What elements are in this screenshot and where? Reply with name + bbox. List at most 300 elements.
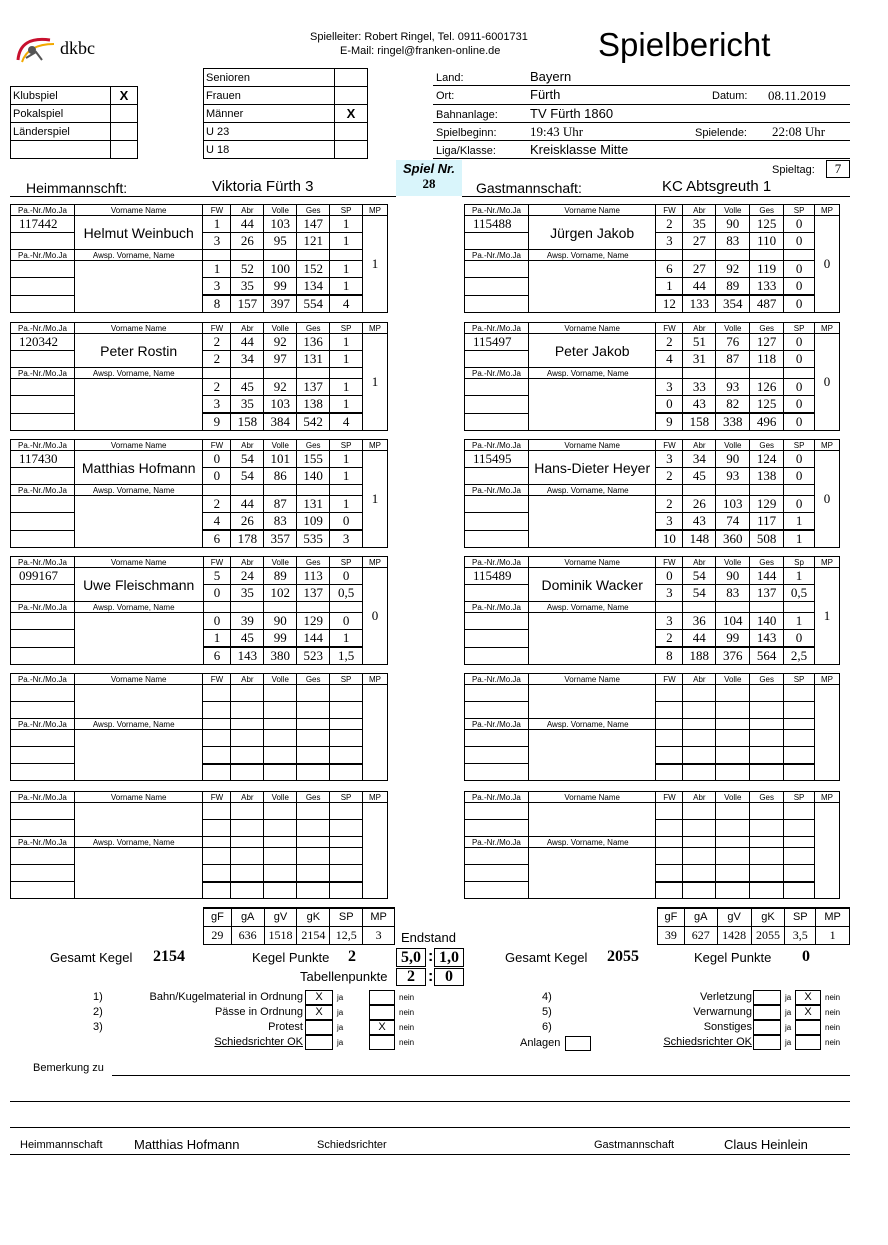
score-sp: 1 bbox=[784, 613, 815, 630]
score-fw bbox=[656, 882, 683, 899]
ersatz-name bbox=[74, 730, 203, 781]
mp-header: MP bbox=[363, 205, 388, 216]
volle-header: Volle bbox=[264, 674, 297, 685]
score-abr: 35 bbox=[231, 585, 264, 602]
score-sp bbox=[784, 747, 815, 764]
score-ges: 523 bbox=[297, 647, 330, 665]
pass-number: 115495 bbox=[465, 451, 529, 468]
check-label: Verletzung bbox=[700, 991, 752, 1003]
score-abr bbox=[231, 747, 264, 764]
score-fw bbox=[203, 837, 231, 848]
heim-label: Heimmannschaft bbox=[20, 1139, 103, 1151]
ersatz-pass bbox=[11, 630, 75, 648]
volle-header: Volle bbox=[264, 557, 297, 568]
player-name bbox=[528, 803, 656, 837]
score-abr bbox=[683, 702, 716, 719]
guest-totals-table bbox=[657, 907, 850, 945]
ges-header: Ges bbox=[297, 674, 330, 685]
score-abr bbox=[683, 602, 716, 613]
score-fw: 4 bbox=[656, 351, 683, 368]
score-abr: 54 bbox=[231, 451, 264, 468]
player-name: Hans-Dieter Heyer bbox=[528, 451, 656, 485]
totals-header: SP bbox=[785, 908, 816, 926]
score-abr bbox=[683, 485, 716, 496]
score-abr: 26 bbox=[683, 496, 716, 513]
score-abr bbox=[231, 848, 264, 865]
check-ja-box[interactable] bbox=[753, 1020, 781, 1035]
score-sp: 0 bbox=[784, 351, 815, 368]
sp-header: SP bbox=[330, 205, 363, 216]
pass-header: Pa.-Nr./Mo.Ja bbox=[465, 485, 529, 496]
check-label: Pässe in Ordnung bbox=[214, 1006, 303, 1018]
score-ges: 124 bbox=[750, 451, 784, 468]
score-volle bbox=[264, 602, 297, 613]
pass-empty bbox=[11, 233, 75, 250]
score-abr: 36 bbox=[683, 613, 716, 630]
ersatz-name bbox=[74, 496, 203, 548]
score-fw: 3 bbox=[203, 278, 231, 296]
totals-value: 39 bbox=[658, 926, 685, 944]
score-volle bbox=[716, 820, 750, 837]
score-abr: 24 bbox=[231, 568, 264, 585]
score-sp: 0 bbox=[330, 613, 363, 630]
score-ges bbox=[297, 685, 330, 702]
score-ges bbox=[750, 882, 784, 899]
score-volle: 102 bbox=[264, 585, 297, 602]
pass-empty bbox=[11, 351, 75, 368]
ersatz-pass bbox=[11, 496, 75, 513]
pass-empty bbox=[465, 702, 529, 719]
pass-header: Pa.-Nr./Mo.Ja bbox=[11, 674, 75, 685]
volle-header: Volle bbox=[716, 323, 750, 334]
ersatz-header: Awsp. Vorname, Name bbox=[74, 250, 203, 261]
klubspiel-label: Klubspiel bbox=[11, 87, 111, 105]
score-abr: 44 bbox=[231, 216, 264, 233]
mp-value: 1 bbox=[363, 216, 388, 313]
score-fw bbox=[203, 719, 231, 730]
score-ges bbox=[297, 368, 330, 379]
score-ges: 133 bbox=[750, 278, 784, 296]
check-nein-box[interactable] bbox=[369, 990, 395, 1005]
tabellen-label: Tabellenpunkte bbox=[300, 969, 388, 984]
score-sp: 0,5 bbox=[784, 585, 815, 602]
pass-header: Pa.-Nr./Mo.Ja bbox=[11, 205, 75, 216]
home-gesamt-value: 2154 bbox=[153, 948, 185, 965]
score-fw bbox=[203, 250, 231, 261]
ersatz-pass bbox=[465, 278, 529, 296]
ges-header: Ges bbox=[750, 792, 784, 803]
score-abr bbox=[231, 250, 264, 261]
score-abr: 26 bbox=[231, 513, 264, 531]
score-volle: 83 bbox=[716, 233, 750, 250]
score-abr: 51 bbox=[683, 334, 716, 351]
score-ges bbox=[297, 719, 330, 730]
player-name: Dominik Wacker bbox=[528, 568, 656, 602]
ersatz-pass bbox=[11, 513, 75, 531]
check-label: Verwarnung bbox=[693, 1006, 752, 1018]
score-ges bbox=[297, 882, 330, 899]
pass-header: Pa.-Nr./Mo.Ja bbox=[465, 323, 529, 334]
score-volle bbox=[264, 702, 297, 719]
score-volle: 74 bbox=[716, 513, 750, 531]
home-player-block bbox=[10, 204, 388, 313]
pass-header: Pa.-Nr./Mo.Ja bbox=[11, 602, 75, 613]
check-ja-box[interactable] bbox=[753, 990, 781, 1005]
ende-label: Spielende: bbox=[695, 127, 747, 139]
check-num: 2) bbox=[93, 1006, 103, 1018]
ersatz-pass bbox=[465, 882, 529, 899]
spieltag-label: Spieltag: bbox=[772, 164, 815, 176]
check-nein-box[interactable] bbox=[795, 1035, 821, 1050]
fw-header: FW bbox=[656, 792, 683, 803]
score-fw: 6 bbox=[203, 530, 231, 548]
score-sp bbox=[330, 747, 363, 764]
pass-header: Pa.-Nr./Mo.Ja bbox=[11, 250, 75, 261]
score-abr bbox=[231, 865, 264, 882]
score-volle bbox=[264, 865, 297, 882]
klubspiel-mark[interactable]: X bbox=[111, 87, 138, 105]
abr-header: Abr bbox=[231, 323, 264, 334]
score-ges: 487 bbox=[750, 295, 784, 313]
score-volle: 87 bbox=[716, 351, 750, 368]
score-abr: 54 bbox=[231, 468, 264, 485]
score-sp: 2,5 bbox=[784, 647, 815, 665]
ges-header: Ges bbox=[297, 323, 330, 334]
ges-header: Ges bbox=[297, 792, 330, 803]
check-ja-box[interactable] bbox=[753, 1005, 781, 1020]
score-abr bbox=[231, 368, 264, 379]
dkbc-logo bbox=[10, 30, 110, 70]
nein-label: nein bbox=[825, 993, 841, 1002]
score-ges bbox=[750, 250, 784, 261]
volle-header: Volle bbox=[264, 440, 297, 451]
totals-header: gF bbox=[658, 908, 685, 926]
ersatz-pass bbox=[11, 647, 75, 665]
ersatz-header: Awsp. Vorname, Name bbox=[528, 250, 656, 261]
check-ja-box[interactable] bbox=[305, 1020, 333, 1035]
ges-header: Ges bbox=[297, 557, 330, 568]
ersatz-pass bbox=[465, 764, 529, 781]
score-ges: 129 bbox=[297, 613, 330, 630]
score-sp: 1 bbox=[330, 351, 363, 368]
score-sp bbox=[330, 702, 363, 719]
ersatz-header: Awsp. Vorname, Name bbox=[74, 368, 203, 379]
check-ja-box[interactable]: X bbox=[305, 1005, 333, 1020]
score-ges bbox=[297, 250, 330, 261]
score-sp: 1 bbox=[330, 496, 363, 513]
score-volle: 97 bbox=[264, 351, 297, 368]
mp-header: MP bbox=[363, 557, 388, 568]
ersatz-pass bbox=[465, 865, 529, 882]
score-fw bbox=[656, 368, 683, 379]
score-sp: 0 bbox=[784, 630, 815, 648]
score-volle: 101 bbox=[264, 451, 297, 468]
score-sp bbox=[330, 764, 363, 781]
fw-header: FW bbox=[203, 557, 231, 568]
score-fw bbox=[203, 368, 231, 379]
score-ges bbox=[750, 837, 784, 848]
score-abr bbox=[683, 747, 716, 764]
ersatz-pass bbox=[465, 496, 529, 513]
abr-header: Abr bbox=[231, 440, 264, 451]
score-abr bbox=[683, 730, 716, 747]
abr-header: Abr bbox=[231, 205, 264, 216]
logo-text: dkbc bbox=[60, 38, 95, 58]
score-fw: 6 bbox=[203, 647, 231, 665]
score-ges: 121 bbox=[297, 233, 330, 250]
score-volle bbox=[264, 485, 297, 496]
ersatz-pass bbox=[11, 882, 75, 899]
liga-label: Liga/Klasse: bbox=[436, 145, 496, 157]
maenner-mark[interactable]: X bbox=[335, 105, 368, 123]
score-abr: 188 bbox=[683, 647, 716, 665]
beginn-value: 19:43 Uhr bbox=[530, 124, 584, 139]
score-fw: 1 bbox=[203, 216, 231, 233]
score-fw: 6 bbox=[656, 261, 683, 278]
score-sp: 0 bbox=[784, 396, 815, 414]
check-ja-box[interactable] bbox=[753, 1035, 781, 1050]
mp-value bbox=[363, 803, 388, 899]
score-sp: 1 bbox=[784, 530, 815, 548]
ersatz-name bbox=[528, 730, 656, 781]
score-fw bbox=[203, 882, 231, 899]
score-abr: 43 bbox=[683, 396, 716, 414]
name-header: Vorname Name bbox=[74, 205, 203, 216]
ersatz-name bbox=[528, 379, 656, 431]
ende-value: 22:08 Uhr bbox=[772, 124, 826, 139]
score-sp bbox=[784, 848, 815, 865]
ges-header: Ges bbox=[750, 205, 784, 216]
frauen-mark[interactable] bbox=[335, 87, 368, 105]
check-ja-box[interactable] bbox=[305, 1035, 333, 1050]
check-nein-box[interactable]: X bbox=[369, 1020, 395, 1035]
ersatz-pass bbox=[465, 613, 529, 630]
score-fw bbox=[203, 848, 231, 865]
score-abr bbox=[683, 250, 716, 261]
ersatz-pass bbox=[11, 747, 75, 764]
score-volle: 100 bbox=[264, 261, 297, 278]
score-sp bbox=[784, 882, 815, 899]
score-volle: 92 bbox=[264, 379, 297, 396]
score-fw: 1 bbox=[656, 278, 683, 296]
check-nein-box[interactable]: X bbox=[795, 990, 821, 1005]
pass-empty bbox=[465, 233, 529, 250]
totals-value: 1428 bbox=[717, 926, 751, 944]
score-ges: 118 bbox=[750, 351, 784, 368]
totals-value: 627 bbox=[684, 926, 717, 944]
score-sp bbox=[784, 602, 815, 613]
score-abr: 178 bbox=[231, 530, 264, 548]
score-sp: 1 bbox=[330, 216, 363, 233]
score-fw bbox=[656, 747, 683, 764]
score-abr bbox=[231, 485, 264, 496]
score-fw bbox=[203, 685, 231, 702]
ersatz-pass bbox=[11, 848, 75, 865]
score-ges: 152 bbox=[297, 261, 330, 278]
pass-header: Pa.-Nr./Mo.Ja bbox=[11, 323, 75, 334]
score-volle bbox=[716, 764, 750, 781]
score-abr: 45 bbox=[231, 630, 264, 648]
sp-header: SP bbox=[330, 440, 363, 451]
pokalspiel-mark[interactable] bbox=[111, 105, 138, 123]
ersatz-pass bbox=[11, 295, 75, 313]
score-abr: 26 bbox=[231, 233, 264, 250]
pass-number bbox=[465, 685, 529, 702]
spieltag-value: 7 bbox=[826, 160, 850, 178]
ersatz-pass bbox=[11, 730, 75, 747]
ersatz-pass bbox=[465, 513, 529, 531]
score-fw: 2 bbox=[203, 379, 231, 396]
score-sp: 0 bbox=[784, 451, 815, 468]
ersatz-pass bbox=[465, 630, 529, 648]
ersatz-pass bbox=[11, 764, 75, 781]
totals-value: 3,5 bbox=[785, 926, 816, 944]
check-ja-box[interactable]: X bbox=[305, 990, 333, 1005]
endstand-label: Endstand bbox=[401, 930, 456, 945]
score-abr: 158 bbox=[683, 413, 716, 431]
score-fw bbox=[203, 730, 231, 747]
score-volle bbox=[716, 747, 750, 764]
score-abr bbox=[231, 764, 264, 781]
pass-number bbox=[11, 685, 75, 702]
score-ges: 496 bbox=[750, 413, 784, 431]
score-ges bbox=[750, 730, 784, 747]
ersatz-pass bbox=[465, 848, 529, 865]
ersatz-pass bbox=[11, 261, 75, 278]
score-fw: 3 bbox=[656, 513, 683, 531]
ersatz-header: Awsp. Vorname, Name bbox=[528, 719, 656, 730]
score-sp bbox=[784, 702, 815, 719]
ersatz-header: Awsp. Vorname, Name bbox=[74, 602, 203, 613]
score-ges bbox=[297, 602, 330, 613]
score-fw bbox=[656, 250, 683, 261]
score-ges: 554 bbox=[297, 295, 330, 313]
ersatz-header: Awsp. Vorname, Name bbox=[74, 485, 203, 496]
score-ges: 508 bbox=[750, 530, 784, 548]
score-abr bbox=[231, 719, 264, 730]
score-volle: 82 bbox=[716, 396, 750, 414]
player-name: Helmut Weinbuch bbox=[74, 216, 203, 250]
pass-empty bbox=[11, 820, 75, 837]
mp-header: MP bbox=[815, 323, 840, 334]
score-abr: 54 bbox=[683, 585, 716, 602]
check-nein-box[interactable] bbox=[795, 1020, 821, 1035]
score-fw bbox=[203, 747, 231, 764]
check-nein-box[interactable]: X bbox=[795, 1005, 821, 1020]
score-ges: 542 bbox=[297, 413, 330, 431]
datum-label: Datum: bbox=[712, 90, 748, 102]
score-volle: 376 bbox=[716, 647, 750, 665]
score-sp: 0 bbox=[784, 413, 815, 431]
score-ges bbox=[750, 719, 784, 730]
senioren-mark[interactable] bbox=[335, 69, 368, 87]
sp-header: SP bbox=[784, 205, 815, 216]
ersatz-pass bbox=[11, 278, 75, 296]
score-sp bbox=[784, 820, 815, 837]
score-ges: 138 bbox=[297, 396, 330, 414]
name-header: Vorname Name bbox=[528, 557, 656, 568]
laenderspiel-mark[interactable] bbox=[111, 123, 138, 141]
liga-value: Kreisklasse Mitte bbox=[530, 142, 629, 157]
totals-header: gV bbox=[717, 908, 751, 926]
score-sp: 0 bbox=[784, 379, 815, 396]
check-nein-box[interactable] bbox=[369, 1035, 395, 1050]
player-name: Peter Rostin bbox=[74, 334, 203, 368]
score-fw bbox=[656, 764, 683, 781]
score-sp bbox=[330, 820, 363, 837]
fw-header: FW bbox=[203, 674, 231, 685]
check-nein-box[interactable] bbox=[369, 1005, 395, 1020]
score-ges: 119 bbox=[750, 261, 784, 278]
score-volle: 92 bbox=[264, 334, 297, 351]
score-abr: 148 bbox=[683, 530, 716, 548]
score-abr bbox=[683, 368, 716, 379]
ersatz-name bbox=[74, 261, 203, 313]
nein-label: nein bbox=[399, 1008, 415, 1017]
ges-header: Ges bbox=[750, 674, 784, 685]
guest-gesamt-label: Gesamt Kegel bbox=[505, 950, 588, 965]
name-header: Vorname Name bbox=[74, 440, 203, 451]
score-abr bbox=[231, 602, 264, 613]
pass-empty bbox=[465, 351, 529, 368]
check-num: 4) bbox=[542, 991, 552, 1003]
pass-header: Pa.-Nr./Mo.Ja bbox=[11, 440, 75, 451]
score-abr: 31 bbox=[683, 351, 716, 368]
pass-header: Pa.-Nr./Mo.Ja bbox=[11, 792, 75, 803]
pass-number: 115489 bbox=[465, 568, 529, 585]
ja-label: ja bbox=[337, 1023, 344, 1032]
pass-empty bbox=[11, 702, 75, 719]
score-sp bbox=[784, 865, 815, 882]
home-player-block bbox=[10, 322, 388, 431]
u23-mark[interactable] bbox=[335, 123, 368, 141]
score-sp bbox=[330, 602, 363, 613]
score-volle: 384 bbox=[264, 413, 297, 431]
pass-empty bbox=[465, 468, 529, 485]
ja-label: ja bbox=[337, 993, 344, 1002]
score-sp bbox=[330, 837, 363, 848]
anlagen-box[interactable] bbox=[565, 1036, 591, 1051]
score-ges bbox=[750, 702, 784, 719]
nein-label: nein bbox=[825, 1023, 841, 1032]
nein-label: nein bbox=[825, 1008, 841, 1017]
abr-header: Abr bbox=[683, 557, 716, 568]
score-sp: 0 bbox=[784, 334, 815, 351]
end-sep: : bbox=[428, 948, 434, 965]
u18-mark[interactable] bbox=[335, 141, 368, 159]
score-fw bbox=[203, 865, 231, 882]
category-table bbox=[203, 68, 368, 159]
pass-empty bbox=[465, 585, 529, 602]
score-volle: 89 bbox=[716, 278, 750, 296]
match-type-table bbox=[10, 86, 138, 159]
totals-header: gV bbox=[264, 908, 297, 926]
check-label: Schiedsrichter OK bbox=[214, 1036, 303, 1048]
score-sp: 1 bbox=[330, 468, 363, 485]
name-header: Vorname Name bbox=[74, 792, 203, 803]
score-fw bbox=[656, 602, 683, 613]
schieds-label: Schiedsrichter bbox=[317, 1139, 387, 1151]
totals-value: 12,5 bbox=[330, 926, 363, 944]
player-name: Peter Jakob bbox=[528, 334, 656, 368]
totals-value: 1 bbox=[816, 926, 850, 944]
name-header: Vorname Name bbox=[74, 674, 203, 685]
ja-label: ja bbox=[785, 993, 792, 1002]
score-fw bbox=[203, 485, 231, 496]
ersatz-name bbox=[74, 379, 203, 431]
mp-value: 0 bbox=[815, 334, 840, 431]
score-sp bbox=[330, 719, 363, 730]
